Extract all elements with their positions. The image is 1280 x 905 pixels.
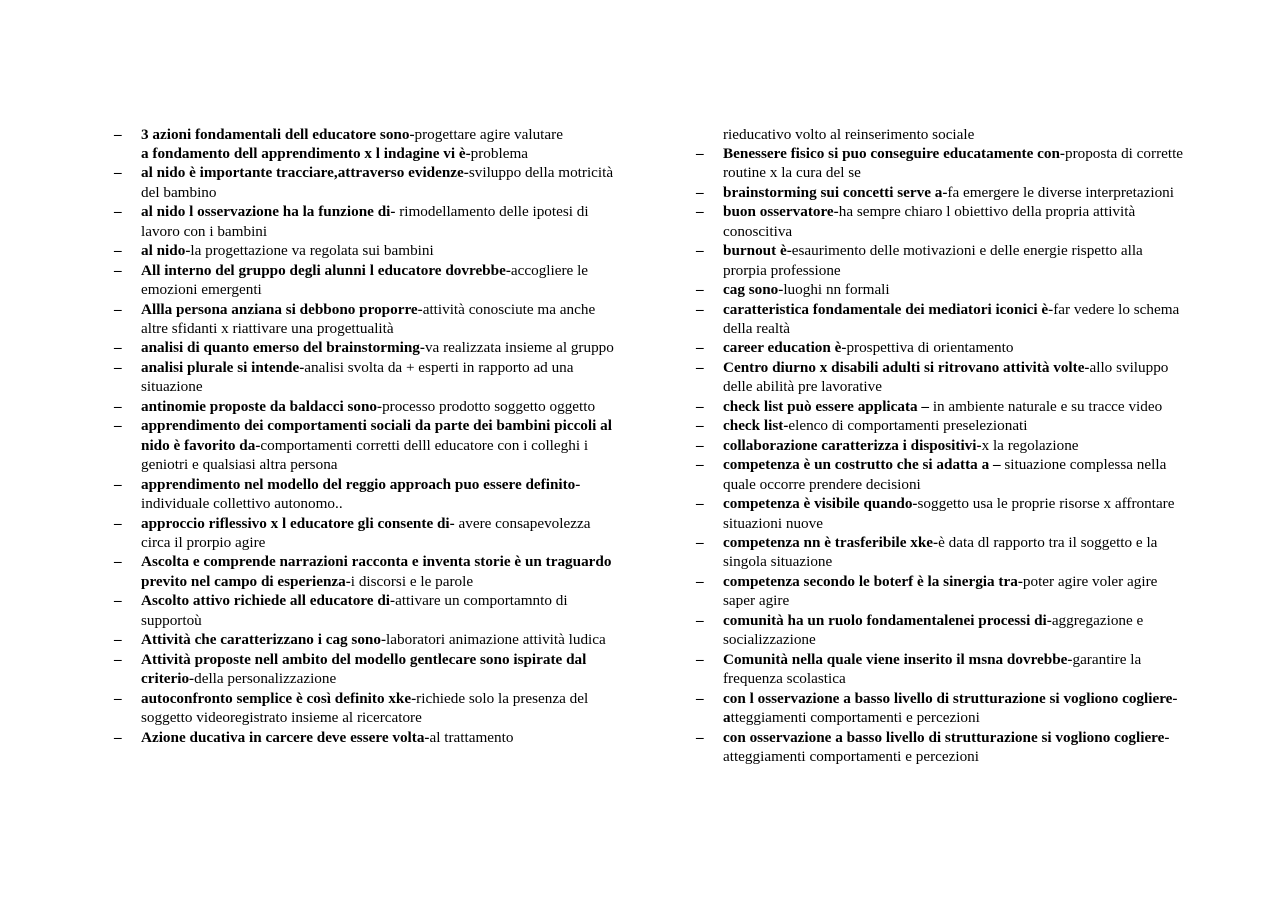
dash-bullet: – bbox=[696, 728, 704, 746]
dash-bullet: – bbox=[696, 650, 704, 668]
item-term: Benessere fisico si puo conseguire educatamente con- bbox=[723, 144, 1065, 162]
item-answer: situazione complessa nella quale occorre prendere decisioni bbox=[723, 456, 1167, 493]
item-term: antinomie proposte da baldacci sono- bbox=[141, 397, 383, 415]
item-answer: la progettazione va regolata sui bambini bbox=[190, 242, 434, 260]
list-item bbox=[114, 514, 614, 553]
list-item bbox=[696, 533, 1190, 572]
list-item bbox=[696, 611, 1190, 650]
item-term: Comunità nella quale viene inserito il msna dovrebbe- bbox=[723, 650, 1073, 668]
list-item bbox=[114, 241, 614, 260]
item-answer: proposta di corrette routine x la cura del se bbox=[723, 144, 1184, 182]
left-column bbox=[114, 125, 614, 748]
list-item bbox=[114, 630, 614, 649]
item-answer: va realizzata insieme al gruppo bbox=[424, 339, 614, 357]
item-term: al nido è importante tracciare,attraverso evidenze- bbox=[141, 164, 469, 182]
item-term: competenza è un costrutto che si adatta a – bbox=[723, 456, 1005, 474]
list-item bbox=[696, 455, 1190, 494]
dash-bullet: – bbox=[114, 650, 122, 668]
list-item bbox=[114, 144, 614, 163]
item-term: competenza nn è trasferibile xke- bbox=[723, 534, 939, 552]
item-term: buon osservatore- bbox=[723, 203, 839, 221]
list-item bbox=[114, 475, 614, 514]
item-answer: al trattamento bbox=[429, 728, 514, 746]
item-term: a fondamento dell apprendimento x l indagine vi è- bbox=[141, 144, 471, 162]
item-term: con osservazione a basso livello di strutturazione si vogliono cogliere- bbox=[723, 728, 1170, 746]
item-term: apprendimento nel modello del reggio approach puo essere definito- bbox=[141, 475, 581, 493]
dash-bullet: – bbox=[696, 611, 704, 629]
dash-bullet: – bbox=[114, 514, 122, 532]
dash-bullet: – bbox=[114, 728, 122, 746]
dash-bullet: – bbox=[114, 553, 122, 571]
item-term: Ascolto attivo richiede all educatore di- bbox=[141, 592, 396, 610]
item-term: con l osservazione a basso livello di strutturazione si vogliono cogliere-a bbox=[723, 689, 1178, 727]
item-term: analisi plurale si intende- bbox=[141, 358, 305, 376]
right-column bbox=[696, 125, 1190, 767]
list-item bbox=[114, 650, 614, 689]
item-term: caratteristica fondamentale dei mediatori iconici è- bbox=[723, 300, 1054, 318]
item-answer: poter agire voler agire saper agire bbox=[723, 572, 1158, 610]
item-term: analisi di quanto emerso del brainstorming- bbox=[141, 339, 425, 357]
item-answer: allo sviluppo delle abilità pre lavorative bbox=[723, 358, 1169, 396]
item-term: Attività che caratterizzano i cag sono- bbox=[141, 631, 387, 649]
list-item bbox=[114, 163, 614, 202]
list-item bbox=[696, 572, 1190, 611]
list-item bbox=[696, 358, 1190, 397]
dash-bullet: – bbox=[696, 242, 704, 260]
dash-bullet: – bbox=[114, 358, 122, 376]
list-item bbox=[696, 338, 1190, 357]
list-item bbox=[696, 416, 1190, 435]
item-answer: avere consapevolezza circa il prorpio agire bbox=[141, 514, 591, 552]
list-item bbox=[696, 280, 1190, 299]
item-answer: atteggiamenti comportamenti e percezioni bbox=[723, 748, 979, 765]
dash-bullet: – bbox=[696, 689, 704, 707]
list-item bbox=[696, 494, 1190, 533]
item-answer: prospettiva di orientamento bbox=[846, 339, 1014, 357]
item-answer: esaurimento delle motivazioni e delle energie rispetto alla prorpia professione bbox=[723, 242, 1143, 279]
item-term: Azione ducativa in carcere deve essere volta- bbox=[141, 728, 430, 746]
item-term: burnout è- bbox=[723, 242, 792, 260]
item-term: Centro diurno x disabili adulti si ritrovano attività volte- bbox=[723, 358, 1090, 376]
item-answer: della personalizzazione bbox=[194, 670, 337, 688]
item-term: brainstorming sui concetti serve a- bbox=[723, 183, 948, 201]
list-item bbox=[114, 202, 614, 241]
item-answer: progettare agire valutare bbox=[414, 125, 563, 143]
dash-bullet: – bbox=[696, 300, 704, 318]
item-answer: ha sempre chiaro l obiettivo della propria attività conoscitiva bbox=[723, 203, 1136, 240]
item-answer: sviluppo della motricità del bambino bbox=[141, 164, 614, 201]
item-answer: laboratori animazione attività ludica bbox=[386, 631, 606, 649]
list-item bbox=[114, 552, 614, 591]
list-item bbox=[114, 338, 614, 357]
dash-bullet: – bbox=[696, 339, 704, 357]
item-answer: processo prodotto soggetto oggetto bbox=[382, 397, 596, 415]
list-item bbox=[696, 241, 1190, 280]
list-item bbox=[696, 650, 1190, 689]
item-answer: x la regolazione bbox=[981, 436, 1079, 454]
list-item bbox=[114, 728, 614, 747]
item-term: comunità ha un ruolo fondamentalenei processi di- bbox=[723, 611, 1052, 629]
list-item bbox=[696, 300, 1190, 339]
item-answer: tteggiamenti comportamenti e percezioni bbox=[730, 709, 980, 727]
item-term: 3 azioni fondamentali dell educatore sono- bbox=[141, 125, 415, 143]
item-term: Ascolta e comprende narrazioni racconta e inventa storie è un traguardo previto nel campo di esperienza- bbox=[141, 553, 612, 590]
item-answer: attività conosciute ma anche altre sfidanti x riattivare una progettualità bbox=[141, 300, 596, 338]
item-term: career education è- bbox=[723, 339, 847, 357]
list-item bbox=[114, 397, 614, 416]
item-answer: attivare un comportamnto di supportoù bbox=[141, 592, 568, 629]
item-answer: problema bbox=[470, 144, 529, 162]
list-item bbox=[696, 183, 1190, 202]
list-item bbox=[114, 416, 614, 474]
list-item bbox=[696, 144, 1190, 183]
item-answer: garantire la frequenza scolastica bbox=[723, 650, 1142, 688]
item-term: competenza secondo le boterf è la sinergia tra- bbox=[723, 572, 1023, 590]
dash-bullet: – bbox=[696, 534, 704, 552]
item-answer: accogliere le emozioni emergenti bbox=[141, 261, 589, 299]
list-item bbox=[114, 261, 614, 300]
item-answer: analisi svolta da + esperti in rapporto ad una situazione bbox=[141, 358, 574, 396]
item-term: cag sono- bbox=[723, 281, 784, 299]
dash-bullet: – bbox=[114, 689, 122, 707]
item-term: apprendimento dei comportamenti sociali da parte dei bambini piccoli al nido è favorito da- bbox=[141, 417, 612, 454]
list-item bbox=[114, 591, 614, 630]
item-term: check list- bbox=[723, 417, 789, 435]
item-term: approccio riflessivo x l educatore gli consente di- bbox=[141, 514, 455, 532]
dash-bullet: – bbox=[696, 281, 704, 299]
item-answer: soggetto usa le proprie risorse x affrontare situazioni nuove bbox=[723, 495, 1175, 532]
list-item bbox=[696, 728, 1190, 767]
dash-bullet: – bbox=[114, 475, 122, 493]
dash-bullet: – bbox=[696, 436, 704, 454]
dash-bullet: – bbox=[696, 183, 704, 201]
continued-text: rieducativo volto al reinserimento sociale bbox=[723, 125, 975, 143]
list-item bbox=[696, 436, 1190, 455]
item-answer: richiede solo la presenza del soggetto videoregistrato insieme al ricercatore bbox=[141, 689, 589, 727]
dash-bullet: – bbox=[114, 261, 122, 279]
dash-bullet: – bbox=[114, 631, 122, 649]
item-answer: elenco di comportamenti preselezionati bbox=[788, 417, 1028, 435]
item-answer: comportamenti corretti delll educatore con i colleghi i geniotri e qualsiasi altra persona bbox=[141, 436, 589, 474]
dash-bullet: – bbox=[114, 417, 122, 435]
list-item bbox=[696, 397, 1190, 416]
item-answer: fa emergere le diverse interpretazioni bbox=[947, 183, 1174, 201]
dash-bullet: – bbox=[696, 572, 704, 590]
dash-bullet: – bbox=[114, 164, 122, 182]
dash-bullet: – bbox=[114, 339, 122, 357]
list-item bbox=[114, 689, 614, 728]
dash-bullet: – bbox=[114, 242, 122, 260]
item-answer: rimodellamento delle ipotesi di lavoro con i bambini bbox=[141, 203, 589, 240]
item-answer: in ambiente naturale e su tracce video bbox=[932, 397, 1163, 415]
item-term: collaborazione caratterizza i dispositivi- bbox=[723, 436, 982, 454]
dash-bullet: – bbox=[696, 495, 704, 513]
item-term: al nido l osservazione ha la funzione di- bbox=[141, 203, 396, 221]
item-term: All interno del gruppo degli alunni l educatore dovrebbe- bbox=[141, 261, 511, 279]
dash-bullet: – bbox=[696, 417, 704, 435]
item-term: check list può essere applicata – bbox=[723, 397, 933, 415]
list-item bbox=[114, 358, 614, 397]
dash-bullet: – bbox=[114, 125, 122, 143]
item-term: Allla persona anziana si debbono proporre- bbox=[141, 300, 423, 318]
dash-bullet: – bbox=[696, 358, 704, 376]
dash-bullet: – bbox=[114, 397, 122, 415]
list-item bbox=[696, 202, 1190, 241]
dash-bullet: – bbox=[696, 456, 704, 474]
dash-bullet: – bbox=[696, 144, 704, 162]
item-term: competenza è visibile quando- bbox=[723, 495, 918, 513]
dash-bullet: – bbox=[696, 203, 704, 221]
item-answer: luoghi nn formali bbox=[783, 281, 890, 299]
item-answer: aggregazione e socializzazione bbox=[723, 611, 1144, 649]
item-term: al nido- bbox=[141, 242, 191, 260]
item-answer: è data dl rapporto tra il soggetto e la singola situazione bbox=[723, 534, 1158, 571]
item-answer: individuale collettivo autonomo.. bbox=[141, 495, 343, 513]
dash-bullet: – bbox=[114, 203, 122, 221]
dash-bullet: – bbox=[696, 397, 704, 415]
list-item bbox=[114, 125, 614, 144]
dash-bullet: – bbox=[114, 300, 122, 318]
list-item bbox=[696, 689, 1190, 728]
dash-bullet: – bbox=[114, 592, 122, 610]
item-answer: i discorsi e le parole bbox=[350, 572, 474, 590]
list-item bbox=[114, 300, 614, 339]
item-answer: far vedere lo schema della realtà bbox=[723, 300, 1180, 338]
item-term: autoconfronto semplice è così definito xke- bbox=[141, 689, 417, 707]
item-term: Attività proposte nell ambito del modello gentlecare sono ispirate dal criterio- bbox=[141, 650, 587, 688]
